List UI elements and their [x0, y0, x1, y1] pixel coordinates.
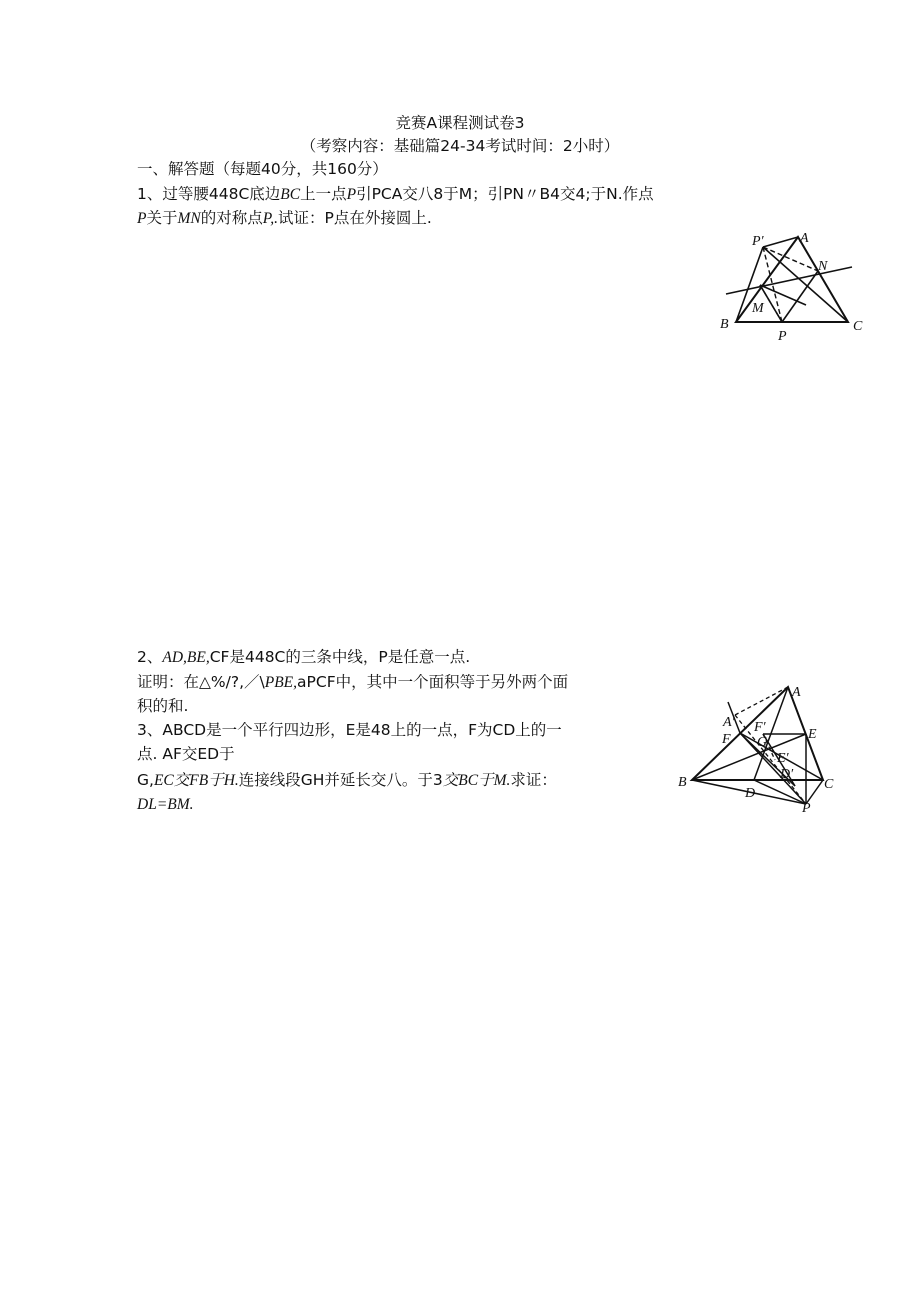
label-a: A [800, 231, 809, 246]
q2-text: 证明：在△%/?,／\ [137, 673, 265, 691]
segment-m-aux [760, 285, 806, 305]
label-c: C [853, 319, 863, 334]
q3-math: 交BC于M. [442, 772, 511, 789]
label-d: D [745, 786, 756, 801]
label-a-prime: A′ [723, 715, 735, 730]
question-1-line-1 [137, 184, 654, 205]
q2-math: PBE, [264, 674, 298, 691]
q1-text: 的对称点 [200, 209, 263, 227]
q2-text: aPCF中，其中一个面积等于另外两个面 [297, 673, 569, 691]
q1-text: 试证：P点在外接圆上. [277, 209, 432, 227]
label-e-prime: E′ [777, 751, 789, 766]
label-n: N [818, 259, 828, 274]
label-c: C [824, 777, 834, 792]
q1-math: MN [177, 210, 201, 227]
q3-text: 连接线段GH并延长交八。于3 [238, 771, 443, 789]
line-mn [726, 267, 852, 294]
page-title: 竞赛A课程测试卷3 [395, 114, 525, 132]
q2-text: CF是448C的三条中线，P是任意一点. [209, 648, 471, 666]
label-f-prime: F′ [754, 720, 766, 735]
figure-2-triangle-medians-diagram [676, 678, 848, 814]
question-3-line-3 [137, 770, 557, 791]
question-1-line-2 [137, 208, 432, 229]
q1-math: P [137, 210, 147, 227]
label-a: A [792, 685, 801, 700]
question-2-line-1 [137, 647, 470, 668]
label-b: B [720, 317, 729, 332]
q1-text: 引PCA交八8于M；引PN〃B4交4;于N.作点 [356, 185, 654, 203]
question-2-line-2 [137, 672, 568, 693]
q1-math: P,. [262, 210, 278, 227]
label-g: G [757, 735, 768, 750]
label-p-prime: P′ [752, 234, 764, 249]
label-b: B [678, 775, 687, 790]
label-f: F [722, 732, 731, 747]
q1-text: 1、过等腰448C底边 [137, 185, 281, 203]
section-heading: 一、解答题（每题40分，共160分） [137, 160, 388, 178]
q2-math: AD,BE, [162, 649, 210, 666]
q1-math: BC [280, 186, 301, 203]
figure-1-triangle-diagram [712, 228, 872, 348]
q3-text: G, [137, 771, 154, 789]
label-e: E [808, 727, 817, 742]
q3-math: EC交FB于H. [153, 772, 239, 789]
page-subtitle: （考察内容：基础篇24-34考试时间：2小时） [300, 137, 620, 155]
q1-text: 上一点 [300, 185, 347, 203]
q1-text: 关于 [146, 209, 178, 227]
segment-d-p [754, 780, 806, 804]
question-3-line-4: DL=BM. [137, 796, 194, 813]
q3-text: 求证： [510, 771, 557, 789]
q2-text: 2、 [137, 648, 163, 666]
question-2-line-3: 积的和. [137, 697, 189, 715]
label-m: M [752, 301, 764, 316]
q1-math: P [346, 186, 357, 203]
label-p: P [778, 329, 787, 344]
label-p: P [802, 801, 811, 814]
label-d-prime: D′ [780, 767, 794, 782]
dashed-p-prime-n [763, 247, 818, 271]
question-3-line-1: 3、ABCD是一个平行四边形，E是48上的一点，F为CD上的一 [137, 721, 562, 739]
question-3-line-2: 点. AF交ED于 [137, 745, 235, 763]
